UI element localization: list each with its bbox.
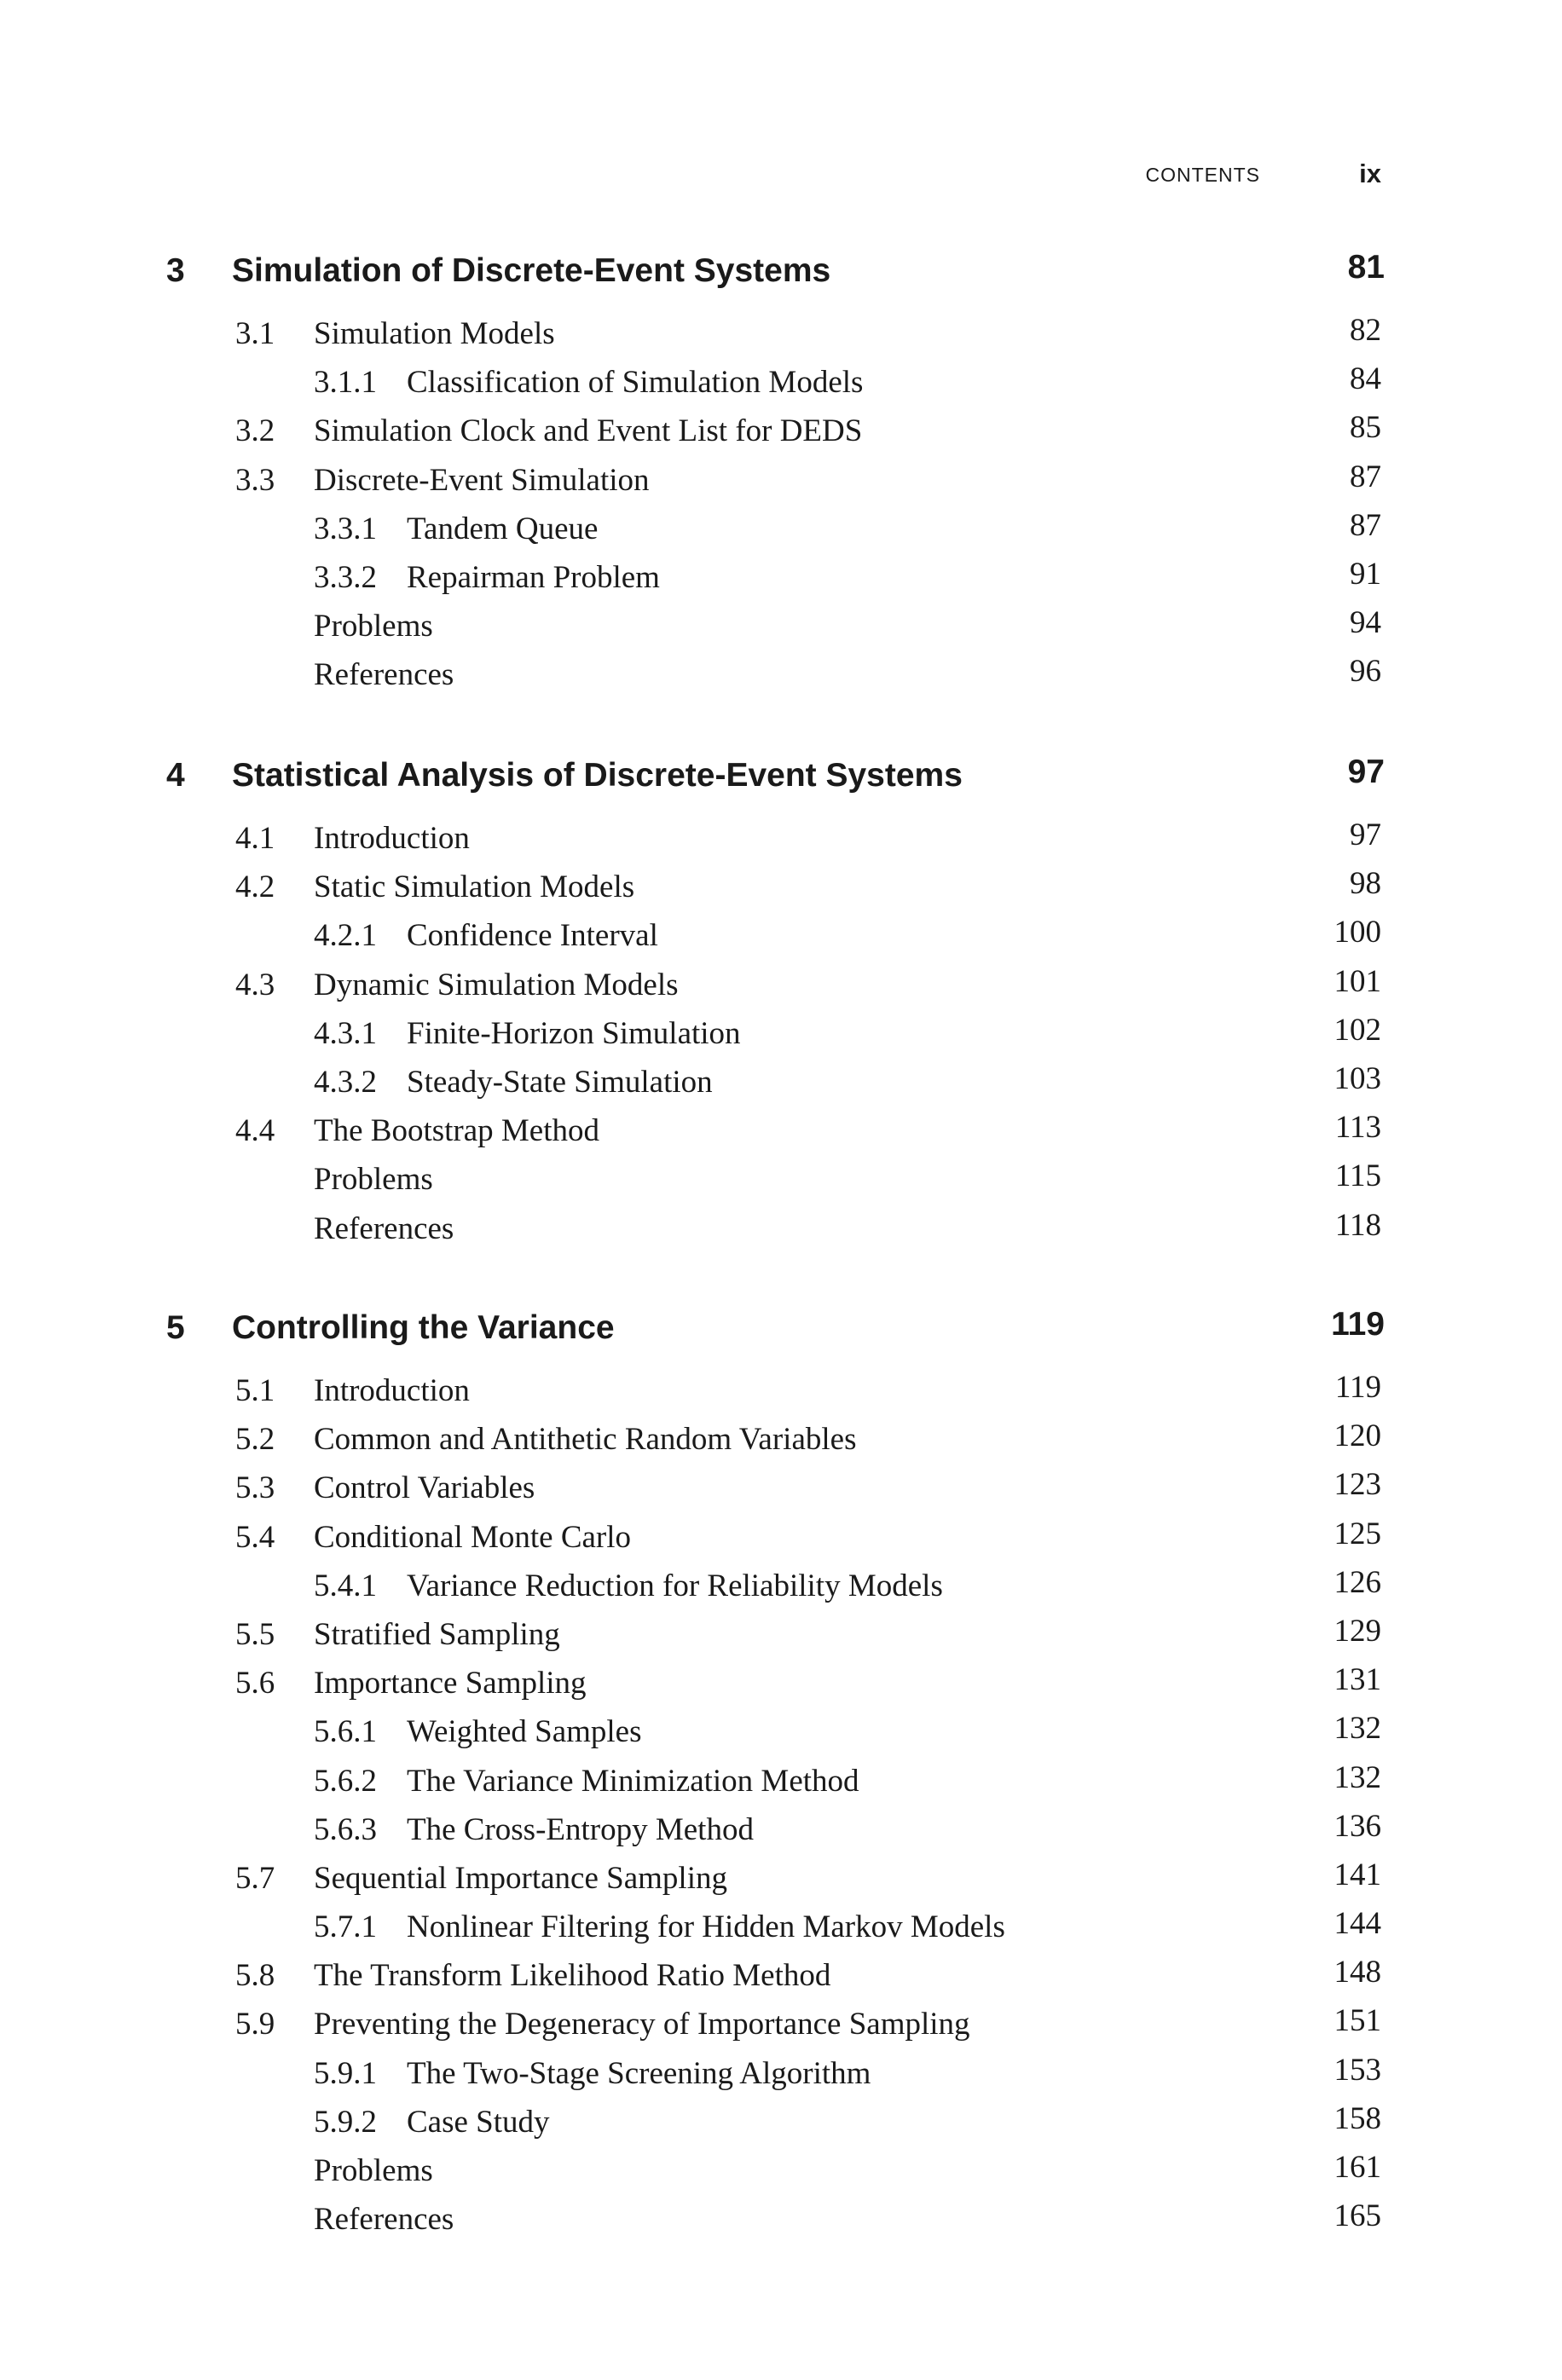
toc-entry[interactable] xyxy=(0,1207,1562,1259)
entry-title: Variance Reduction for Reliability Models xyxy=(407,1568,943,1603)
entry-page: 129 xyxy=(1333,1613,1381,1649)
toc-entry[interactable] xyxy=(0,1957,1562,2006)
entry-page: 101 xyxy=(1333,963,1381,999)
chapter-heading xyxy=(0,1306,1562,1360)
chapter-entries xyxy=(0,1372,1562,2250)
entry-title: Finite-Horizon Simulation xyxy=(407,1015,741,1051)
chapter-page: 81 xyxy=(1347,249,1385,286)
entry-title: Simulation Clock and Event List for DEDS xyxy=(314,413,863,449)
entry-page: 123 xyxy=(1333,1467,1381,1503)
toc-entry[interactable] xyxy=(0,1906,1562,1957)
entry-title: Introduction xyxy=(314,821,470,856)
entry-number: 5.8 xyxy=(235,1958,275,1994)
toc-entry[interactable] xyxy=(0,507,1562,559)
toc-entry[interactable] xyxy=(0,410,1562,461)
chapter-heading xyxy=(0,754,1562,808)
toc-entry[interactable] xyxy=(0,817,1562,869)
entry-title: Dynamic Simulation Models xyxy=(314,967,679,1002)
entry-page: 158 xyxy=(1333,2100,1381,2136)
entry-page: 103 xyxy=(1333,1060,1381,1096)
toc-entry[interactable] xyxy=(0,1060,1562,1112)
chapter-3 xyxy=(0,249,1562,706)
chapter-page: 97 xyxy=(1347,754,1385,790)
entry-title: Problems xyxy=(314,1162,433,1198)
toc-entry[interactable] xyxy=(0,605,1562,656)
entry-page: 82 xyxy=(1350,313,1381,348)
entry-number: 5.7 xyxy=(235,1860,275,1896)
entry-number: 4.1 xyxy=(235,821,275,856)
entry-page: 120 xyxy=(1333,1418,1381,1454)
entry-number: 5.6.1 xyxy=(314,1714,377,1750)
entry-page: 102 xyxy=(1333,1012,1381,1048)
entry-number: 5.4.1 xyxy=(314,1568,377,1603)
entry-title: References xyxy=(314,657,454,693)
entry-title: Introduction xyxy=(314,1373,470,1408)
toc-entry[interactable] xyxy=(0,1372,1562,1421)
entry-title: The Two-Stage Screening Algorithm xyxy=(407,2055,871,2091)
entry-page: 118 xyxy=(1334,1207,1381,1243)
toc-entry[interactable] xyxy=(0,1808,1562,1860)
toc-entry[interactable] xyxy=(0,866,1562,917)
toc-entry[interactable] xyxy=(0,1012,1562,1064)
entry-number: 5.6.2 xyxy=(314,1763,377,1799)
entry-title: Common and Antithetic Random Variables xyxy=(314,1422,857,1458)
entry-title: The Cross-Entropy Method xyxy=(407,1811,754,1847)
running-head-page-number: ix xyxy=(1359,159,1381,188)
entry-number: 5.1 xyxy=(235,1373,275,1408)
entry-number: 4.2.1 xyxy=(314,918,377,954)
entry-page: 94 xyxy=(1350,605,1381,641)
entry-number: 3.3.1 xyxy=(314,511,377,546)
entry-title: Simulation Models xyxy=(314,316,555,351)
entry-number: 3.1 xyxy=(235,316,275,351)
toc-entry[interactable] xyxy=(0,1112,1562,1161)
entry-page: 85 xyxy=(1350,410,1381,446)
entry-number: 5.2 xyxy=(235,1422,275,1458)
toc-entry[interactable] xyxy=(0,656,1562,705)
toc-entry[interactable] xyxy=(0,1516,1562,1568)
entry-title: The Bootstrap Method xyxy=(314,1113,600,1149)
toc-entry[interactable] xyxy=(0,917,1562,966)
toc-entry[interactable] xyxy=(0,1713,1562,1762)
entry-number: 5.5 xyxy=(235,1616,275,1652)
entry-number: 5.9.2 xyxy=(314,2104,377,2140)
entry-page: 153 xyxy=(1333,2052,1381,2088)
entry-number: 3.3 xyxy=(235,462,275,498)
toc-entry[interactable] xyxy=(0,1158,1562,1210)
entry-title: Discrete-Event Simulation xyxy=(314,462,650,498)
entry-page: 96 xyxy=(1350,654,1381,690)
entry-page: 148 xyxy=(1333,1955,1381,1990)
toc-entry[interactable] xyxy=(0,1662,1562,1713)
entry-page: 161 xyxy=(1333,2150,1381,2185)
entry-title: Preventing the Degeneracy of Importance Sampling xyxy=(314,2007,970,2042)
entry-page: 115 xyxy=(1334,1158,1381,1194)
entry-title: Tandem Queue xyxy=(407,511,599,546)
entry-title: Sequential Importance Sampling xyxy=(314,1860,727,1896)
toc-entry[interactable] xyxy=(0,1613,1562,1665)
entry-page: 91 xyxy=(1350,556,1381,592)
entry-title: Conditional Monte Carlo xyxy=(314,1519,632,1555)
chapter-5 xyxy=(0,1306,1562,2250)
toc-entry[interactable] xyxy=(0,963,1562,1015)
entry-number: 5.6.3 xyxy=(314,1811,377,1847)
toc-entry[interactable] xyxy=(0,2152,1562,2201)
entry-page: 125 xyxy=(1333,1516,1381,1551)
entry-page: 100 xyxy=(1333,915,1381,950)
entry-number: 5.3 xyxy=(235,1470,275,1506)
entry-page: 84 xyxy=(1350,361,1381,397)
entry-title: References xyxy=(314,2202,454,2238)
entry-title: Classification of Simulation Models xyxy=(407,365,864,401)
entry-number: 4.3.1 xyxy=(314,1015,377,1051)
chapter-entries xyxy=(0,817,1562,1259)
toc-entry[interactable] xyxy=(0,1857,1562,1909)
entry-number: 5.4 xyxy=(235,1519,275,1555)
entry-title: Case Study xyxy=(407,2104,550,2140)
toc-entry[interactable] xyxy=(0,315,1562,364)
entry-title: Stratified Sampling xyxy=(314,1616,560,1652)
chapter-title: Simulation of Discrete-Event Systems xyxy=(232,252,831,289)
entry-page: 113 xyxy=(1334,1110,1381,1146)
entry-page: 126 xyxy=(1333,1564,1381,1600)
chapter-page: 119 xyxy=(1331,1306,1385,1343)
chapter-number: 5 xyxy=(166,1309,185,1346)
entry-page: 151 xyxy=(1333,2003,1381,2039)
entry-title: Steady-State Simulation xyxy=(407,1064,713,1100)
entry-page: 132 xyxy=(1333,1759,1381,1795)
entry-page: 98 xyxy=(1350,866,1381,902)
entry-page: 119 xyxy=(1334,1370,1381,1405)
entry-title: Problems xyxy=(314,609,433,644)
chapter-entries xyxy=(0,315,1562,706)
toc-entry[interactable] xyxy=(0,2100,1562,2152)
entry-page: 131 xyxy=(1333,1662,1381,1698)
entry-title: References xyxy=(314,1210,454,1246)
entry-title: Importance Sampling xyxy=(314,1666,587,1701)
entry-title: Control Variables xyxy=(314,1470,535,1506)
toc-entry[interactable] xyxy=(0,2003,1562,2054)
entry-number: 5.6 xyxy=(235,1666,275,1701)
entry-number: 4.3.2 xyxy=(314,1064,377,1100)
entry-number: 3.1.1 xyxy=(314,365,377,401)
entry-page: 97 xyxy=(1350,817,1381,852)
entry-number: 5.9 xyxy=(235,2007,275,2042)
entry-title: Weighted Samples xyxy=(407,1714,642,1750)
entry-number: 4.3 xyxy=(235,967,275,1002)
running-head-label: CONTENTS xyxy=(1145,164,1260,186)
toc-entry[interactable] xyxy=(0,1418,1562,1470)
entry-page: 87 xyxy=(1350,459,1381,494)
chapter-title: Controlling the Variance xyxy=(232,1309,615,1346)
entry-title: Nonlinear Filtering for Hidden Markov Models xyxy=(407,1909,1005,1945)
entry-number: 4.2 xyxy=(235,869,275,905)
toc-entry[interactable] xyxy=(0,1467,1562,1518)
toc-entry[interactable] xyxy=(0,556,1562,608)
entry-title: The Transform Likelihood Ratio Method xyxy=(314,1958,831,1994)
toc-entry[interactable] xyxy=(0,2198,1562,2250)
entry-title: Problems xyxy=(314,2153,433,2188)
toc-entry[interactable] xyxy=(0,2052,1562,2104)
chapter-heading xyxy=(0,249,1562,303)
entry-number: 3.2 xyxy=(235,413,275,449)
entry-number: 5.7.1 xyxy=(314,1909,377,1945)
chapter-number: 3 xyxy=(166,252,185,289)
running-head xyxy=(1108,159,1390,193)
toc-entry[interactable] xyxy=(0,459,1562,511)
entry-title: Static Simulation Models xyxy=(314,869,635,905)
entry-title: The Variance Minimization Method xyxy=(407,1763,859,1799)
entry-number: 5.9.1 xyxy=(314,2055,377,2091)
entry-number: 4.4 xyxy=(235,1113,275,1149)
chapter-number: 4 xyxy=(166,757,185,794)
chapter-4 xyxy=(0,754,1562,1259)
entry-page: 132 xyxy=(1333,1711,1381,1747)
entry-title: Confidence Interval xyxy=(407,918,658,954)
toc-entry[interactable] xyxy=(0,1564,1562,1616)
chapter-title: Statistical Analysis of Discrete-Event Systems xyxy=(232,757,963,794)
entry-number: 3.3.2 xyxy=(314,559,377,595)
entry-page: 165 xyxy=(1333,2198,1381,2234)
entry-page: 87 xyxy=(1350,507,1381,543)
toc-entry[interactable] xyxy=(0,361,1562,413)
entry-page: 141 xyxy=(1333,1857,1381,1892)
toc-entry[interactable] xyxy=(0,1759,1562,1811)
entry-page: 136 xyxy=(1333,1808,1381,1844)
entry-title: Repairman Problem xyxy=(407,559,660,595)
entry-page: 144 xyxy=(1333,1906,1381,1942)
